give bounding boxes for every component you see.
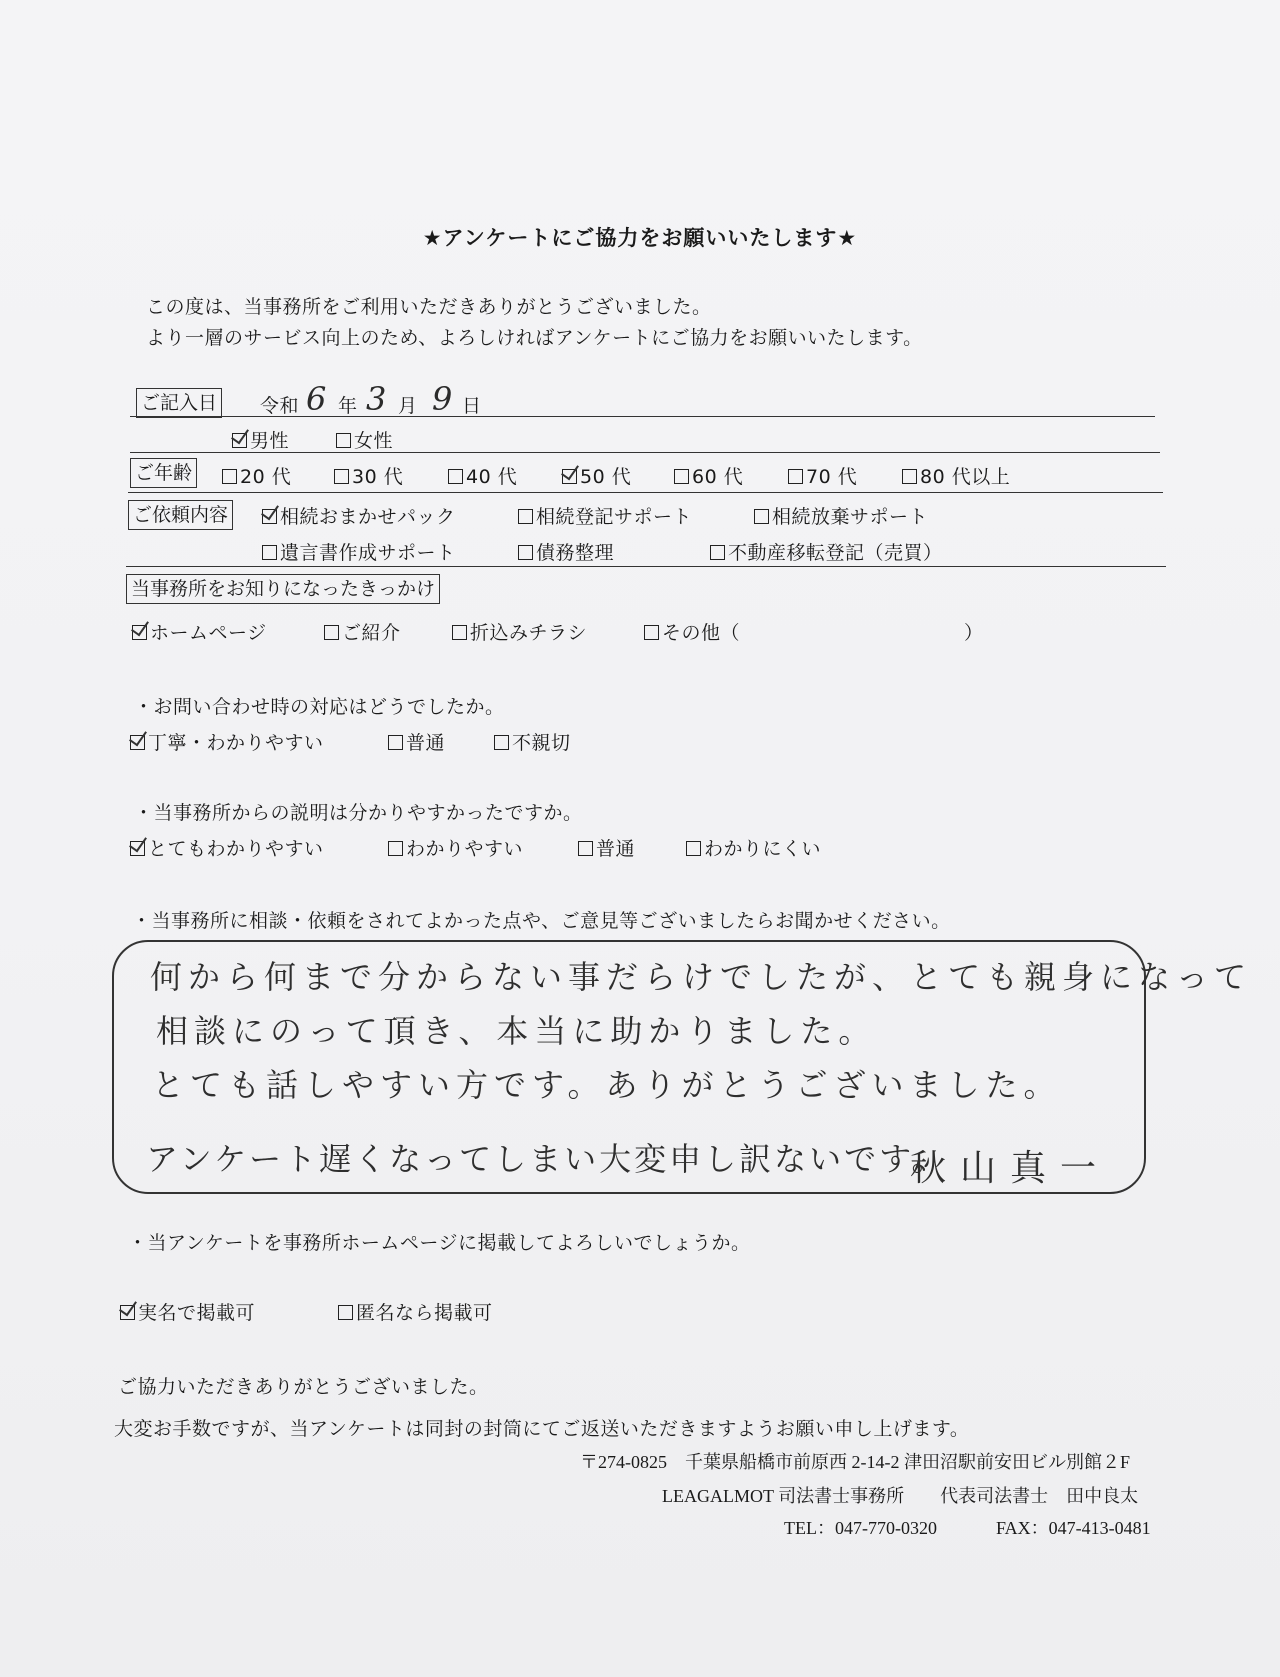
request-option-6[interactable] bbox=[710, 538, 943, 565]
source-option-homepage[interactable] bbox=[132, 618, 267, 645]
q2-option-4[interactable] bbox=[686, 834, 821, 861]
divider bbox=[130, 452, 1160, 453]
q1-option-3[interactable] bbox=[494, 728, 571, 755]
age-50-option[interactable] bbox=[562, 462, 631, 489]
q1-option-1[interactable] bbox=[130, 728, 324, 755]
date-day[interactable]: 9 bbox=[432, 380, 453, 418]
option-label: 遺言書作成サポート bbox=[280, 542, 456, 564]
option-label: その他（ bbox=[662, 622, 741, 644]
date-label: ご記入日 bbox=[136, 388, 222, 418]
checkbox[interactable] bbox=[324, 625, 339, 640]
option-label: 不親切 bbox=[512, 732, 571, 754]
option-label: 債務整理 bbox=[536, 542, 615, 564]
q1-question: ・お問い合わせ時の対応はどうでしたか。 bbox=[134, 696, 505, 718]
comment-line-3: とても話しやすい方です。ありがとうございました。 bbox=[152, 1066, 1062, 1104]
intro-line-1: この度は、当事務所をご利用いただきありがとうございました。 bbox=[146, 296, 712, 318]
source-label: 当事務所をお知りになったきっかけ bbox=[126, 574, 440, 604]
option-label: 匿名なら掲載可 bbox=[356, 1302, 493, 1324]
option-label: 50 代 bbox=[580, 466, 632, 488]
checkbox[interactable] bbox=[494, 735, 509, 750]
checkbox[interactable] bbox=[222, 469, 237, 484]
gender-male-option[interactable] bbox=[232, 426, 289, 453]
age-60-option[interactable] bbox=[674, 462, 743, 489]
date-month-unit: 月 bbox=[398, 395, 418, 417]
option-label: 80 代以上 bbox=[920, 466, 1011, 488]
option-label: 女性 bbox=[354, 430, 394, 452]
age-label: ご年齢 bbox=[130, 458, 197, 488]
comment-line-4: アンケート遅くなってしまい大変申し訳ないです。 bbox=[146, 1140, 947, 1178]
option-label: 折込みチラシ bbox=[470, 622, 588, 644]
checkbox-checked[interactable] bbox=[262, 509, 277, 524]
checkbox[interactable] bbox=[336, 433, 351, 448]
checkbox-checked[interactable] bbox=[132, 625, 147, 640]
q4-question: ・当アンケートを事務所ホームページに掲載してよろしいでしょうか。 bbox=[128, 1232, 751, 1254]
q2-question: ・当事務所からの説明は分かりやすかったですか。 bbox=[134, 802, 583, 824]
divider bbox=[130, 416, 1155, 417]
checkbox[interactable] bbox=[754, 509, 769, 524]
q2-option-1[interactable] bbox=[130, 834, 324, 861]
option-label: 相続おまかせパック bbox=[280, 506, 456, 528]
checkbox[interactable] bbox=[334, 469, 349, 484]
request-option-1[interactable] bbox=[262, 502, 456, 529]
checkbox[interactable] bbox=[710, 545, 725, 560]
checkbox[interactable] bbox=[518, 545, 533, 560]
checkbox-checked[interactable] bbox=[130, 841, 145, 856]
q2-option-2[interactable] bbox=[388, 834, 523, 861]
option-label: 相続放棄サポート bbox=[772, 506, 929, 528]
date-day-unit: 日 bbox=[462, 395, 482, 417]
divider bbox=[126, 566, 1166, 567]
date-month[interactable]: 3 bbox=[366, 380, 387, 418]
request-option-3[interactable] bbox=[754, 502, 928, 529]
comment-line-2: 相談にのって頂き、本当に助かりました。 bbox=[156, 1012, 877, 1050]
footer-tel: TEL：047-770-0320 bbox=[784, 1518, 937, 1538]
option-label: 普通 bbox=[596, 838, 636, 860]
option-label: 実名で掲載可 bbox=[138, 1302, 256, 1324]
checkbox[interactable] bbox=[388, 841, 403, 856]
checkbox-checked[interactable] bbox=[232, 433, 247, 448]
option-label: 丁寧・わかりやすい bbox=[148, 732, 324, 754]
closing-line-1: ご協力いただきありがとうございました。 bbox=[118, 1376, 489, 1398]
checkbox-checked[interactable] bbox=[120, 1305, 135, 1320]
checkbox[interactable] bbox=[674, 469, 689, 484]
option-label: 60 代 bbox=[692, 466, 744, 488]
age-40-option[interactable] bbox=[448, 462, 517, 489]
gender-female-option[interactable] bbox=[336, 426, 393, 453]
option-label: 20 代 bbox=[240, 466, 292, 488]
option-label: 男性 bbox=[250, 430, 290, 452]
checkbox-checked[interactable] bbox=[130, 735, 145, 750]
option-label: わかりにくい bbox=[704, 838, 822, 860]
checkbox[interactable] bbox=[902, 469, 917, 484]
survey-title: ★アンケートにご協力をお願いいたします★ bbox=[422, 226, 858, 250]
checkbox[interactable] bbox=[338, 1305, 353, 1320]
option-label: わかりやすい bbox=[406, 838, 524, 860]
q4-option-1[interactable] bbox=[120, 1298, 255, 1325]
source-option-flyer[interactable] bbox=[452, 618, 587, 645]
age-80-option[interactable] bbox=[902, 462, 1010, 489]
request-option-4[interactable] bbox=[262, 538, 456, 565]
checkbox[interactable] bbox=[644, 625, 659, 640]
age-30-option[interactable] bbox=[334, 462, 403, 489]
age-70-option[interactable] bbox=[788, 462, 857, 489]
checkbox[interactable] bbox=[686, 841, 701, 856]
option-label: 普通 bbox=[406, 732, 446, 754]
intro-line-2: より一層のサービス向上のため、よろしければアンケートにご協力をお願いいたします。 bbox=[146, 327, 923, 349]
q3-question: ・当事務所に相談・依頼をされてよかった点や、ご意見等ございましたらお聞かせください。 bbox=[132, 910, 951, 932]
footer-address: 〒274-0825 千葉県船橋市前原西 2-14-2 津田沼駅前安田ビル別館２F bbox=[580, 1452, 1130, 1472]
checkbox[interactable] bbox=[788, 469, 803, 484]
footer-office: LEAGALMOT 司法書士事務所 代表司法書士 田中良太 bbox=[662, 1486, 1139, 1506]
checkbox[interactable] bbox=[388, 735, 403, 750]
source-option-referral[interactable] bbox=[324, 618, 401, 645]
divider bbox=[128, 492, 1163, 493]
q4-option-2[interactable] bbox=[338, 1298, 493, 1325]
request-option-5[interactable] bbox=[518, 538, 614, 565]
option-label: 70 代 bbox=[806, 466, 858, 488]
date-year-unit: 年 bbox=[338, 395, 358, 417]
checkbox-checked[interactable] bbox=[562, 469, 577, 484]
date-year[interactable]: 6 bbox=[306, 380, 327, 418]
option-label: 不動産移転登記（売買） bbox=[728, 542, 943, 564]
age-20-option[interactable] bbox=[222, 462, 291, 489]
date-era: 令和 bbox=[260, 395, 300, 417]
closing-line-2: 大変お手数ですが、当アンケートは同封の封筒にてご返送いただきますようお願い申し上げます。 bbox=[114, 1418, 970, 1440]
checkbox[interactable] bbox=[578, 841, 593, 856]
checkbox[interactable] bbox=[262, 545, 277, 560]
checkbox[interactable] bbox=[448, 469, 463, 484]
signature: 秋山真一 bbox=[910, 1148, 1111, 1189]
request-option-2[interactable] bbox=[518, 502, 692, 529]
q2-option-3[interactable] bbox=[578, 834, 635, 861]
source-option-other[interactable] bbox=[644, 618, 740, 645]
checkbox[interactable] bbox=[518, 509, 533, 524]
option-label: とてもわかりやすい bbox=[148, 838, 324, 860]
checkbox[interactable] bbox=[452, 625, 467, 640]
request-label: ご依頼内容 bbox=[128, 500, 233, 530]
comment-line-1: 何から何まで分からない事だらけでしたが、とても親身になって bbox=[150, 958, 1253, 996]
option-label: 30 代 bbox=[352, 466, 404, 488]
option-label: ホームページ bbox=[150, 622, 267, 644]
option-label: 40 代 bbox=[466, 466, 518, 488]
footer-fax: FAX：047-413-0481 bbox=[996, 1518, 1151, 1538]
q1-option-2[interactable] bbox=[388, 728, 445, 755]
option-label: ご紹介 bbox=[342, 622, 401, 644]
source-other-close: ） bbox=[964, 622, 984, 644]
option-label: 相続登記サポート bbox=[536, 506, 693, 528]
